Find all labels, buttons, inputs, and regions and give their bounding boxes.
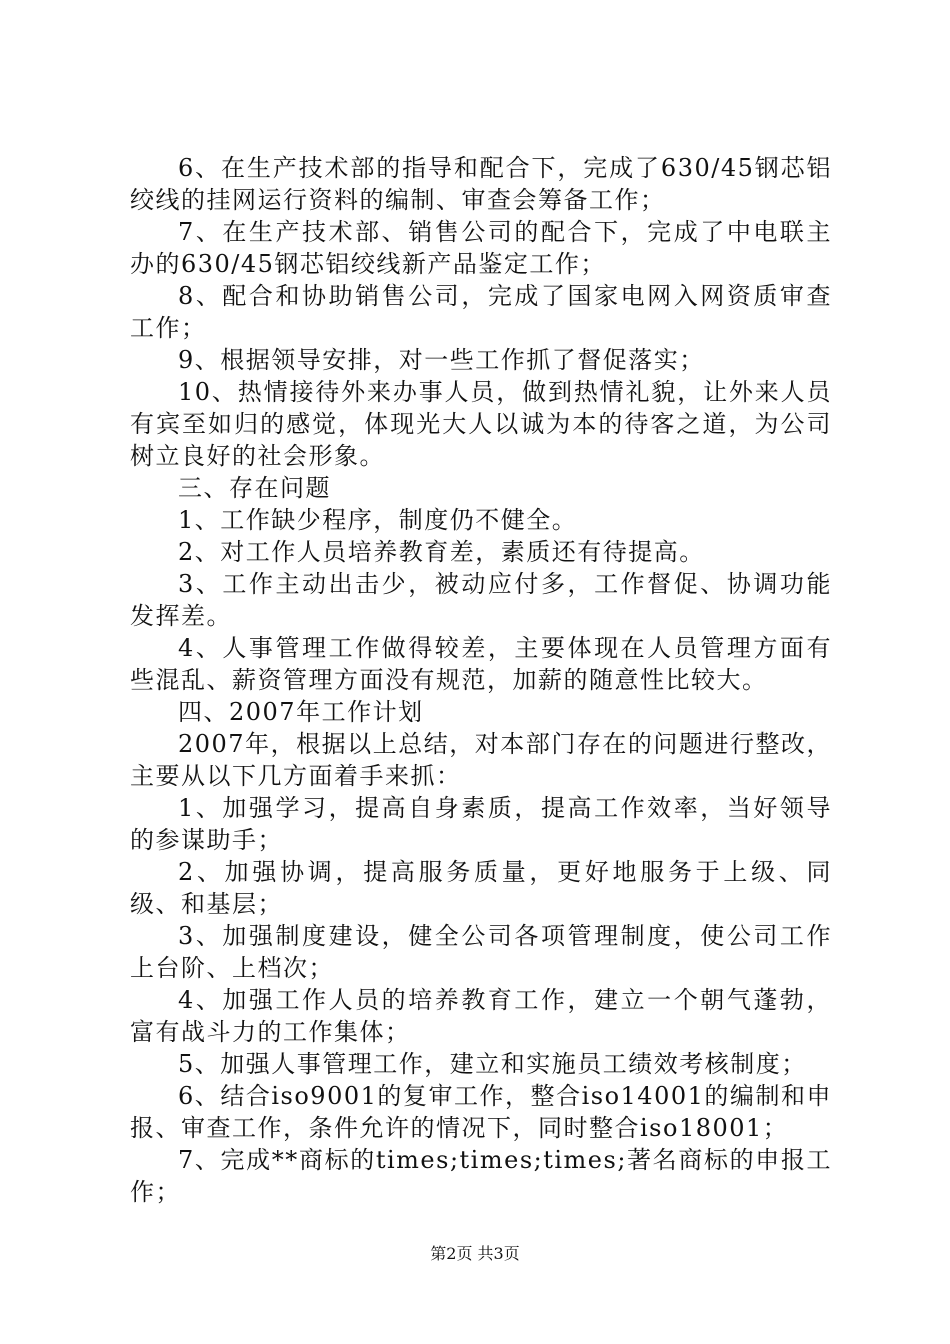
paragraph-item-6: 6、在生产技术部的指导和配合下，完成了630/45钢芯铝绞线的挂网运行资料的编制、审查会筹备工作； [130, 154, 832, 214]
plan-item-7: 7、完成**商标的times;times;times;著名商标的申报工作； [130, 1146, 832, 1206]
plan-item-4: 4、加强工作人员的培养教育工作，建立一个朝气蓬勃，富有战斗力的工作集体； [130, 986, 832, 1046]
document-body [130, 152, 832, 1208]
paragraph-item-8: 8、配合和协助销售公司，完成了国家电网入网资质审查工作； [130, 282, 832, 342]
plan-intro: 2007年，根据以上总结，对本部门存在的问题进行整改，主要从以下几方面着手来抓： [130, 730, 832, 790]
paragraph-item-7: 7、在生产技术部、销售公司的配合下，完成了中电联主办的630/45钢芯铝绞线新产品鉴定工作； [130, 218, 832, 278]
section-heading-plan: 四、2007年工作计划 [178, 698, 424, 726]
page-number-footer: 第2页 共3页 [430, 1244, 520, 1263]
plan-item-3: 3、加强制度建设，健全公司各项管理制度，使公司工作上台阶、上档次； [130, 922, 832, 982]
problem-item-1: 1、工作缺少程序，制度仍不健全。 [178, 506, 578, 534]
problem-item-3: 3、工作主动出击少，被动应付多，工作督促、协调功能发挥差。 [130, 570, 832, 630]
plan-item-2: 2、加强协调，提高服务质量，更好地服务于上级、同级、和基层； [130, 858, 832, 918]
paragraph-item-10: 10、热情接待外来办事人员，做到热情礼貌，让外来人员有宾至如归的感觉，体现光大人以诚为本的待客之道，为公司树立良好的社会形象。 [130, 378, 832, 470]
plan-item-6: 6、结合iso9001的复审工作，整合iso14001的编制和申报、审查工作，条件允许的情况下，同时整合iso18001； [130, 1082, 832, 1142]
section-heading-problems: 三、存在问题 [178, 474, 331, 502]
plan-item-1: 1、加强学习，提高自身素质，提高工作效率，当好领导的参谋助手； [130, 794, 832, 854]
plan-item-5: 5、加强人事管理工作，建立和实施员工绩效考核制度； [178, 1050, 807, 1078]
paragraph-item-9: 9、根据领导安排，对一些工作抓了督促落实； [178, 346, 705, 374]
problem-item-4: 4、人事管理工作做得较差，主要体现在人员管理方面有些混乱、薪资管理方面没有规范，加薪的随意性比较大。 [130, 634, 832, 694]
problem-item-2: 2、对工作人员培养教育差，素质还有待提高。 [178, 538, 705, 566]
